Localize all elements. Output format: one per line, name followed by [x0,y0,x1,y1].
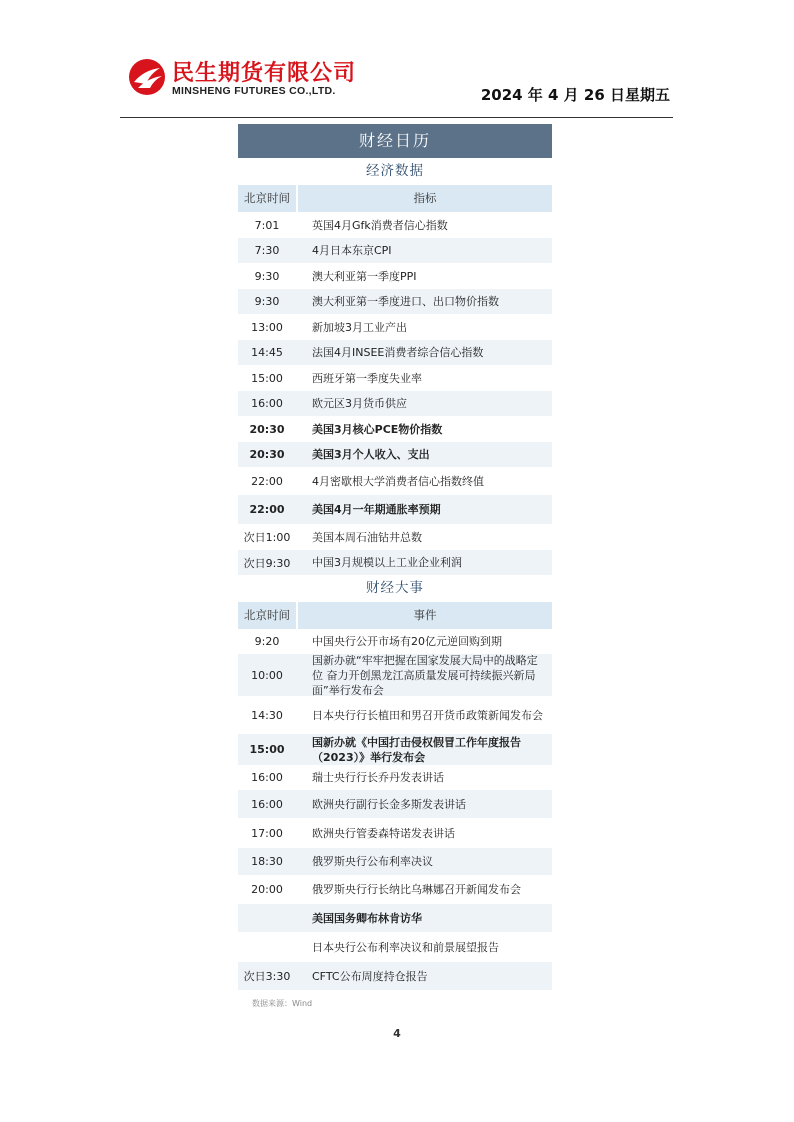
table-row [238,765,552,790]
row-item: 美国4月一年期通胀率预期 [312,503,441,516]
table-row [238,365,552,391]
row-time: 22:00 [251,474,283,488]
header-divider [120,117,673,118]
row-item: 4月日本东京CPI [312,244,392,257]
table-row [238,550,552,575]
row-time: 15:00 [251,371,283,385]
minsheng-logo-icon [128,58,166,96]
table-row [238,467,552,495]
row-item: 瑞士央行行长乔丹发表讲话 [312,771,444,784]
table-row [238,442,552,467]
row-time [238,932,296,962]
row-item: 俄罗斯央行行长纳比乌琳娜召开新闻发布会 [312,883,521,896]
row-item: 国新办就《中国打击侵权假冒工作年度报告（2023）》举行发布会 [312,735,521,764]
row-item: 澳大利亚第一季度PPI [312,269,417,283]
calendar-title: 财经日历 [238,124,552,158]
row-time: 9:20 [254,635,280,648]
table-row [238,875,552,904]
row-item: 英国4月Gfk消费者信心指数 [312,218,448,232]
row-time: 14:45 [251,346,283,359]
page-number: 4 [393,1027,401,1040]
row-time: 16:00 [251,771,283,784]
row-item: 日本央行公布利率决议和前景展望报告 [312,940,499,954]
row-time: 9:30 [254,295,280,308]
table-row [238,340,552,365]
column-header-indicator: 指标 [296,185,552,212]
row-item: 中国3月规模以上工业企业利润 [312,556,462,569]
row-item: 欧元区3月货币供应 [312,397,407,410]
table-row [238,314,552,340]
row-item: 西班牙第一季度失业率 [312,371,422,385]
economic-table-body [238,212,552,575]
table-row [238,790,552,818]
row-time: 7:30 [254,244,280,257]
company-name-cn: 民生期货有限公司 [172,61,357,86]
column-header-time: 北京时间 [244,191,290,205]
row-item: 欧洲央行管委森特诺发表讲话 [312,826,455,840]
row-item: 4月密歇根大学消费者信心指数终值 [312,474,484,488]
row-time: 次日3:30 [243,970,291,983]
table-row [238,818,552,848]
table-row [238,495,552,524]
table-row [238,416,552,442]
report-date: 2024 年 4 月 26 日星期五 [480,86,670,104]
row-time: 18:30 [251,855,283,868]
data-source-note: 数据来源：Wind [252,999,313,1008]
row-item: 美国国务卿布林肯访华 [312,911,422,925]
row-time: 10:00 [251,668,283,682]
table-row [238,962,552,990]
events-table-body [238,629,552,990]
company-logo [128,56,368,102]
row-time: 16:00 [251,797,283,811]
row-item: 美国3月个人收入、支出 [312,448,430,461]
row-time: 次日1:00 [243,531,291,544]
row-time: 13:00 [251,320,283,334]
row-item: 法国4月INSEE消费者综合信心指数 [312,346,484,359]
events-table-header [238,601,552,629]
row-time: 20:30 [249,448,285,461]
column-header-event: 事件 [296,602,552,629]
row-item: 欧洲央行副行长金多斯发表讲话 [312,797,466,811]
table-row [238,696,552,734]
row-time: 15:00 [249,743,285,756]
row-time: 16:00 [251,397,283,410]
row-item: 日本央行行长植田和男召开货币政策新闻发布会 [312,708,543,722]
table-row [238,289,552,314]
table-row [238,524,552,550]
table-row [238,932,552,962]
table-row [238,263,552,289]
row-time [238,904,296,932]
row-time: 20:30 [249,422,285,436]
table-row [238,734,552,765]
table-row [238,904,552,932]
row-time: 22:00 [249,503,285,516]
row-item: 新加坡3月工业产出 [312,320,407,334]
financial-calendar [238,124,552,990]
row-time: 17:00 [251,826,283,840]
table-row [238,848,552,875]
events-title: 财经大事 [238,575,552,601]
row-time: 7:01 [254,218,280,232]
table-row [238,654,552,696]
row-item: 中国央行公开市场有20亿元逆回购到期 [312,635,502,648]
row-time: 9:30 [254,269,280,283]
table-row [238,238,552,263]
row-item: 俄罗斯央行公布利率决议 [312,855,433,868]
company-name-en: MINSHENG FUTURES CO.,LTD. [172,85,336,97]
row-time: 20:00 [251,883,283,896]
row-time: 14:30 [251,708,283,722]
table-row [238,629,552,654]
row-item: 澳大利亚第一季度进口、出口物价指数 [312,295,499,308]
row-item: CFTC公布周度持仓报告 [312,969,428,983]
row-item: 美国本周石油钻井总数 [312,530,422,544]
row-time: 次日9:30 [243,556,291,570]
row-item: 国新办就“牢牢把握在国家发展大局中的战略定位 奋力开创黑龙江高质量发展可持续振兴新局面”举行发布会 [312,653,538,697]
table-row [238,212,552,238]
economic-data-title: 经济数据 [238,158,552,184]
row-item: 美国3月核心PCE物价指数 [312,422,443,436]
column-header-time: 北京时间 [244,608,290,622]
table-row [238,391,552,416]
economic-table-header [238,184,552,212]
